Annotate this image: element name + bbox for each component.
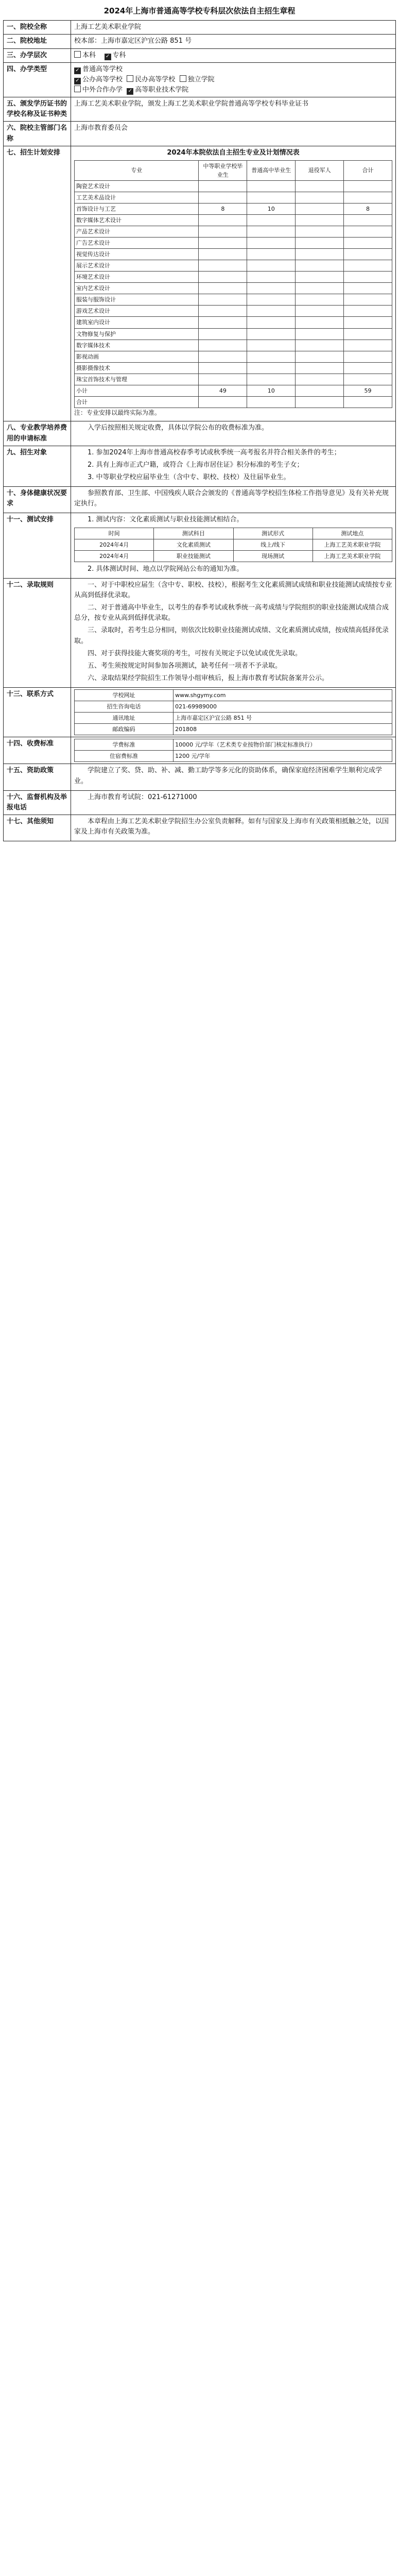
admission-para: 五、考生须按规定时间参加各项测试，缺考任何一项者不予录取。: [88, 662, 282, 670]
contact-table: [74, 689, 392, 735]
plan-value-cell: [344, 249, 392, 260]
row-aid: [4, 764, 396, 790]
plan-row: [75, 203, 392, 214]
plan-value-cell: [247, 283, 296, 294]
admission-label: 十二、录取规则: [4, 578, 71, 687]
test-cell: 2024年4月: [75, 539, 154, 550]
test-row: [75, 539, 392, 550]
test-cell: 线上/线下: [233, 539, 313, 550]
plan-value-cell: [247, 317, 296, 328]
other-text: 本章程由上海工艺美术职业学院招生办公室负责解释。如有与国家及上海市有关政策相抵触之处，以国家及上海市有关政策为准。: [74, 817, 389, 836]
row-requirements: [4, 421, 396, 446]
admission-para: 二、对于普通高中毕业生，以考生的春季考试或秋季统一高考成绩与学院组织的职业技能测试成绩合成总分，按专业从高到低择优录取。: [74, 604, 389, 622]
contact-label: 十三、联系方式: [4, 688, 71, 737]
plan-value-cell: [199, 226, 247, 238]
fee-key: 学费标准: [75, 739, 174, 751]
row-contact: [4, 688, 396, 737]
contact-row: [75, 713, 392, 724]
plan-value-cell: 8: [344, 203, 392, 214]
supervise-text: 上海市教育考试院：021-61271000: [88, 793, 197, 801]
plan-value-cell: [344, 180, 392, 192]
plan-value-cell: [344, 192, 392, 203]
contact-key: 招生咨询电话: [75, 701, 174, 713]
plan-value-cell: [247, 249, 296, 260]
plan-value-cell: [296, 272, 344, 283]
plan-major-cell: 文物修复与保护: [75, 328, 199, 340]
plan-note: 注：专业安排以最终实际为准。: [74, 409, 161, 416]
test-head-col: 测试形式: [233, 528, 313, 539]
row-type: [4, 62, 396, 97]
test-value: [71, 513, 396, 578]
plan-value-cell: [344, 238, 392, 249]
test-cell: 上海工艺美术职业学院: [313, 550, 392, 562]
plan-value-cell: 10: [247, 203, 296, 214]
level-label: 三、办学层次: [4, 48, 71, 62]
dept-value: 上海市教育委员会: [71, 122, 396, 146]
plan-major-cell: 服装与服饰设计: [75, 294, 199, 306]
test-head-col: 时间: [75, 528, 154, 539]
plan-value-cell: [247, 238, 296, 249]
plan-value-cell: [199, 180, 247, 192]
plan-value-cell: [344, 283, 392, 294]
plan-major-cell: 环境艺术设计: [75, 272, 199, 283]
plan-value-cell: [296, 192, 344, 203]
plan-value-cell: [247, 215, 296, 226]
plan-label: 七、招生计划安排: [4, 146, 71, 421]
plan-row: [75, 249, 392, 260]
plan-value-cell: [296, 351, 344, 362]
plan-major-cell: 数字媒体艺术设计: [75, 215, 199, 226]
plan-major-cell: 小计: [75, 385, 199, 396]
plan-value-cell: [296, 306, 344, 317]
fee-value: [71, 737, 396, 764]
plan-head-major: 专业: [75, 160, 199, 180]
plan-value-cell: [199, 249, 247, 260]
plan-major-cell: 建筑室内设计: [75, 317, 199, 328]
level-option-label: 专科: [112, 51, 126, 59]
test-head-row: [75, 528, 392, 539]
plan-row: [75, 260, 392, 272]
plan-value-cell: [199, 396, 247, 408]
plan-value-cell: [296, 226, 344, 238]
cert-label: 五、颁发学历证书的学校名称及证书种类: [4, 97, 71, 122]
row-test: [4, 513, 396, 578]
fee-table: [74, 739, 392, 762]
plan-value-cell: [199, 215, 247, 226]
type-checkbox-5: [74, 86, 81, 92]
plan-value-cell: [296, 317, 344, 328]
test-cell: 上海工艺美术职业学院: [313, 539, 392, 550]
plan-major-cell: 珠宝首饰技术与管理: [75, 374, 199, 385]
fee-val: 1200 元/学年: [174, 751, 392, 762]
target-label: 九、招生对象: [4, 446, 71, 486]
address-label: 二、院校地址: [4, 35, 71, 48]
plan-value-cell: [247, 351, 296, 362]
plan-value-cell: [344, 374, 392, 385]
plan-value-cell: [199, 272, 247, 283]
type-option-label: 高等职业技术学院: [135, 86, 189, 94]
plan-head-col: 合计: [344, 160, 392, 180]
type-checkbox-1: ✓: [74, 67, 81, 74]
plan-value-cell: [296, 260, 344, 272]
aid-text: 学院建立了奖、贷、助、补、减、勤工助学等多元化的资助体系，确保家庭经济困难学生顺利完成学业。: [74, 767, 383, 785]
plan-major-cell: 摄影摄像技术: [75, 362, 199, 374]
type-option-label: 中外合作办学: [82, 86, 123, 94]
plan-value-cell: [344, 226, 392, 238]
contact-row: [75, 690, 392, 701]
admission-value: [71, 578, 396, 687]
row-plan: [4, 146, 396, 421]
plan-row: [75, 385, 392, 396]
plan-value-cell: [199, 192, 247, 203]
contact-val: 021-69989000: [174, 701, 392, 713]
plan-value-cell: [296, 238, 344, 249]
plan-value-cell: [247, 374, 296, 385]
plan-value-cell: [247, 180, 296, 192]
test-label: 十一、测试安排: [4, 513, 71, 578]
plan-row: [75, 192, 392, 203]
charter-document: [0, 0, 399, 852]
plan-value-cell: [344, 272, 392, 283]
fee-row: [75, 739, 392, 751]
requirements-text: 入学后按照相关规定收费，具体以学院公布的收费标准为准。: [88, 424, 269, 432]
contact-val: 上海市嘉定区沪宜公路 851 号: [174, 713, 392, 724]
contact-val: 201808: [174, 724, 392, 735]
requirements-value: [71, 421, 396, 446]
plan-major-cell: 工艺美术品设计: [75, 192, 199, 203]
plan-caption: 2024年本院依法自主招生专业及计划情况表: [167, 148, 300, 157]
type-checkbox-4: [180, 75, 186, 82]
plan-value-cell: [199, 328, 247, 340]
charter-table: [3, 20, 396, 841]
test-row: [75, 550, 392, 562]
school-name-label: 一、院校全称: [4, 21, 71, 35]
type-checkbox-3: [127, 75, 133, 82]
type-checkbox-6: ✓: [127, 88, 133, 95]
plan-row: [75, 272, 392, 283]
row-supervise: [4, 790, 396, 815]
plan-value-cell: 10: [247, 385, 296, 396]
test-cell: 文化素质测试: [154, 539, 233, 550]
conditions-text: 参照教育部、卫生部、中国残疾人联合会颁发的《普通高等学校招生体检工作指导意见》及有关补充规定执行。: [74, 489, 389, 508]
fee-row: [75, 751, 392, 762]
fee-val: 10000 元/学年（艺术类专业按物价部门核定标准执行）: [174, 739, 392, 751]
contact-key: 学校网址: [75, 690, 174, 701]
contact-row: [75, 724, 392, 735]
plan-value-cell: 8: [199, 203, 247, 214]
test-cell: 现场测试: [233, 550, 313, 562]
plan-value-cell: [247, 306, 296, 317]
plan-value-cell: [199, 238, 247, 249]
plan-head-col: 普通高中毕业生: [247, 160, 296, 180]
plan-major-cell: 合计: [75, 396, 199, 408]
plan-value-cell: [296, 396, 344, 408]
plan-major-cell: 游戏艺术设计: [75, 306, 199, 317]
supervise-value: [71, 790, 396, 815]
target-item: 1. 参加2024年上海市普通高校春季考试或秋季统一高考报名并符合相关条件的考生；: [88, 448, 341, 456]
plan-row: [75, 294, 392, 306]
type-option-label: 公办高等学校: [82, 75, 123, 83]
row-level: [4, 48, 396, 62]
row-other: [4, 815, 396, 841]
plan-value-cell: [344, 260, 392, 272]
plan-head-col: 中等职业学校毕业生: [199, 160, 247, 180]
test-head-col: 测试科目: [154, 528, 233, 539]
plan-value-cell: [296, 294, 344, 306]
plan-value-cell: [247, 340, 296, 351]
cert-value: 上海工艺美术职业学院，颁发上海工艺美术职业学院普通高等学校专科毕业证书: [71, 97, 396, 122]
plan-row: [75, 317, 392, 328]
row-school-name: [4, 21, 396, 35]
type-option-label: 民办高等学校: [135, 75, 176, 83]
plan-value-cell: [344, 317, 392, 328]
plan-row: [75, 340, 392, 351]
row-target: [4, 446, 396, 486]
other-value: [71, 815, 396, 841]
contact-row: [75, 701, 392, 713]
contact-key: 通讯地址: [75, 713, 174, 724]
conditions-label: 十、身体健康状况要求: [4, 487, 71, 513]
plan-head-row: [75, 160, 392, 180]
plan-row: [75, 328, 392, 340]
level-checkbox-2: ✓: [105, 54, 111, 60]
aid-label: 十五、资助政策: [4, 764, 71, 790]
aid-value: [71, 764, 396, 790]
plan-row: [75, 180, 392, 192]
type-checkbox-2: ✓: [74, 78, 81, 84]
plan-row: [75, 396, 392, 408]
plan-major-cell: 数字媒体技术: [75, 340, 199, 351]
plan-value-cell: [247, 192, 296, 203]
plan-value-cell: [296, 249, 344, 260]
plan-value-cell: [344, 351, 392, 362]
plan-value-cell: [344, 328, 392, 340]
plan-major-cell: 产品艺术设计: [75, 226, 199, 238]
plan-value-cell: [199, 362, 247, 374]
plan-value-cell: [344, 362, 392, 374]
plan-value-cell: [296, 203, 344, 214]
plan-value-cell: [199, 306, 247, 317]
requirements-label: 八、专业教学培养费用的申请标准: [4, 421, 71, 446]
plan-value-cell: [296, 328, 344, 340]
level-checkbox-1: [74, 51, 81, 58]
fee-key: 住宿费标准: [75, 751, 174, 762]
admission-para: 四、对于获得技能大赛奖项的考生，可按有关规定予以免试或优先录取。: [88, 649, 302, 657]
plan-major-cell: 广告艺术设计: [75, 238, 199, 249]
test-intro: 1. 测试内容：文化素质测试与职业技能测试相结合。: [88, 516, 244, 524]
plan-value-cell: [247, 294, 296, 306]
row-conditions: [4, 487, 396, 513]
plan-value-cell: [296, 283, 344, 294]
plan-value-cell: [199, 317, 247, 328]
plan-value-cell: [344, 340, 392, 351]
address-value: 校本部：上海市嘉定区沪宜公路 851 号: [71, 35, 396, 48]
plan-value-cell: [296, 215, 344, 226]
plan-row: [75, 351, 392, 362]
row-admission: [4, 578, 396, 687]
plan-row: [75, 215, 392, 226]
plan-table: [74, 160, 392, 408]
plan-major-cell: 影视动画: [75, 351, 199, 362]
type-option-label: 独立学院: [187, 75, 215, 83]
plan-row: [75, 226, 392, 238]
plan-value-cell: 49: [199, 385, 247, 396]
level-options: [71, 48, 396, 62]
plan-major-cell: 室内艺术设计: [75, 283, 199, 294]
plan-value-cell: [199, 374, 247, 385]
plan-value-cell: [199, 260, 247, 272]
plan-value-cell: [247, 396, 296, 408]
test-note: 2. 具体测试时间、地点以学院网站公布的通知为准。: [88, 565, 244, 573]
row-dept: [4, 122, 396, 146]
fee-label: 十四、收费标准: [4, 737, 71, 764]
level-option-label: 本科: [82, 51, 96, 59]
plan-value-cell: [247, 260, 296, 272]
plan-value-cell: [296, 362, 344, 374]
plan-body: [75, 180, 392, 408]
plan-value-cell: [247, 362, 296, 374]
conditions-value: [71, 487, 396, 513]
school-name-value: 上海工艺美术职业学院: [71, 21, 396, 35]
type-label: 四、办学类型: [4, 62, 71, 97]
plan-value-cell: [199, 340, 247, 351]
plan-value-cell: 59: [344, 385, 392, 396]
supervise-label: 十六、监督机构及举报电话: [4, 790, 71, 815]
plan-head-col: 退役军人: [296, 160, 344, 180]
other-label: 十七、其他须知: [4, 815, 71, 841]
plan-value-cell: [344, 396, 392, 408]
test-head-col: 测试地点: [313, 528, 392, 539]
admission-para: 六、录取结果经学院招生工作领导小组审核后，报上海市教育考试院备案并公示。: [88, 674, 329, 682]
row-cert: [4, 97, 396, 122]
plan-cell: [71, 146, 396, 421]
type-option-label: 普通高等学校: [82, 65, 123, 73]
row-address: [4, 35, 396, 48]
plan-value-cell: [344, 294, 392, 306]
plan-major-cell: 视觉传达设计: [75, 249, 199, 260]
plan-row: [75, 238, 392, 249]
plan-value-cell: [199, 351, 247, 362]
plan-value-cell: [296, 374, 344, 385]
admission-para: 一、对于中职校应届生（含中专、职校、技校），根据考生文化素质测试成绩和职业技能测试成绩按专业从高到低择优录取。: [74, 581, 392, 599]
plan-value-cell: [199, 283, 247, 294]
test-cell: 2024年4月: [75, 550, 154, 562]
row-fee: [4, 737, 396, 764]
plan-row: [75, 283, 392, 294]
document-title: 2024年上海市普通高等学校专科层次依法自主招生章程: [103, 6, 296, 15]
plan-value-cell: [199, 294, 247, 306]
plan-major-cell: 陶瓷艺术设计: [75, 180, 199, 192]
plan-value-cell: [344, 306, 392, 317]
plan-major-cell: 展示艺术设计: [75, 260, 199, 272]
plan-row: [75, 306, 392, 317]
plan-major-cell: 首饰设计与工艺: [75, 203, 199, 214]
contact-key: 邮政编码: [75, 724, 174, 735]
type-options: [71, 62, 396, 97]
plan-value-cell: [247, 328, 296, 340]
target-value: [71, 446, 396, 486]
target-item: 2. 具有上海市正式户籍，或符合《上海市居住证》积分标准的考生子女；: [88, 461, 304, 469]
plan-value-cell: [296, 340, 344, 351]
plan-value-cell: [247, 226, 296, 238]
plan-value-cell: [296, 385, 344, 396]
target-item: 3. 中等职业学校应届毕业生（含中专、职校、技校）及往届毕业生。: [88, 473, 290, 481]
contact-value: [71, 688, 396, 737]
dept-label: 六、院校主管部门名称: [4, 122, 71, 146]
contact-val: www.shgymy.com: [174, 690, 392, 701]
test-table: [74, 528, 392, 562]
admission-para: 三、录取时，若考生总分相同，则依次比较职业技能测试成绩、文化素质测试成绩，按成绩高低择优录取。: [74, 626, 389, 645]
plan-value-cell: [296, 180, 344, 192]
plan-value-cell: [344, 215, 392, 226]
plan-value-cell: [247, 272, 296, 283]
test-cell: 职业技能测试: [154, 550, 233, 562]
plan-row: [75, 362, 392, 374]
plan-row: [75, 374, 392, 385]
